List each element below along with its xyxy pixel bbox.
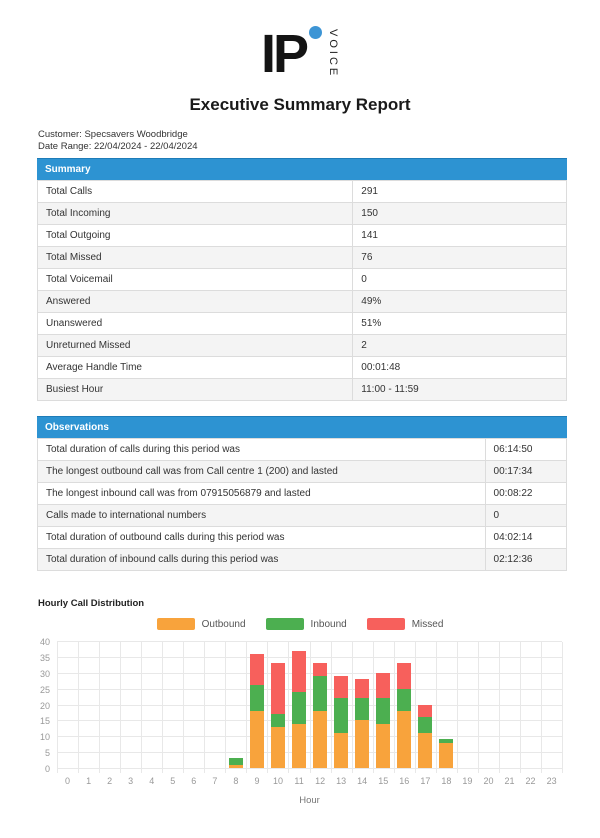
grid-line-v xyxy=(373,642,374,773)
row-value: 141 xyxy=(353,225,567,247)
bar-segment-outbound xyxy=(376,724,390,768)
table-row xyxy=(38,247,567,269)
report-meta xyxy=(38,129,600,152)
bar-segment-outbound xyxy=(397,711,411,768)
observations-table-header: Observations xyxy=(37,416,567,438)
bar-stack xyxy=(355,679,369,768)
table-row xyxy=(38,313,567,335)
bar-segment-outbound xyxy=(229,765,243,768)
row-value: 51% xyxy=(353,313,567,335)
x-axis-tick-label: 23 xyxy=(546,776,557,786)
x-axis-tick-label: 17 xyxy=(420,776,431,786)
legend-swatch xyxy=(367,618,405,630)
grid-line-v xyxy=(183,642,184,773)
row-value: 49% xyxy=(353,291,567,313)
x-axis-tick-label: 16 xyxy=(399,776,410,786)
table-row xyxy=(38,379,567,401)
grid-line-v xyxy=(394,642,395,773)
row-value: 2 xyxy=(353,335,567,357)
bar-segment-inbound xyxy=(271,714,285,727)
y-axis-tick-label: 35 xyxy=(39,652,50,663)
legend-swatch xyxy=(157,618,195,630)
table-row xyxy=(38,357,567,379)
legend-item xyxy=(367,618,444,630)
logo-brand-text: IP xyxy=(260,24,307,84)
row-label: Total Incoming xyxy=(38,203,353,225)
row-value: 11:00 - 11:59 xyxy=(353,379,567,401)
x-axis-tick-label: 9 xyxy=(254,776,260,786)
grid-line-v xyxy=(57,642,58,773)
grid-line-v xyxy=(520,642,521,773)
row-label: Unanswered xyxy=(38,313,353,335)
bar-segment-missed xyxy=(250,654,264,686)
table-row xyxy=(38,181,567,203)
bar-segment-inbound xyxy=(376,698,390,723)
table-row xyxy=(38,203,567,225)
bar-segment-inbound xyxy=(334,698,348,733)
y-axis-tick-label: 40 xyxy=(39,637,50,647)
table-row xyxy=(38,549,567,571)
table-row xyxy=(38,461,567,483)
grid-line-v xyxy=(499,642,500,773)
x-axis-tick-label: 21 xyxy=(504,776,515,786)
grid-line-v xyxy=(457,642,458,773)
bar-segment-outbound xyxy=(439,743,453,768)
logo-vertical-text: VOICE xyxy=(327,29,340,79)
grid-line-v xyxy=(78,642,79,773)
bar-segment-inbound xyxy=(313,676,327,711)
bar-segment-outbound xyxy=(418,733,432,768)
chart-legend xyxy=(0,618,600,630)
row-label: Total duration of calls during this period was xyxy=(38,439,486,461)
bar-segment-outbound xyxy=(355,720,369,768)
row-label: The longest inbound call was from 07915056879 and lasted xyxy=(38,483,486,505)
y-axis-tick-label: 10 xyxy=(39,732,50,743)
grid-line-v xyxy=(204,642,205,773)
row-label: Answered xyxy=(38,291,353,313)
legend-item xyxy=(266,618,347,630)
grid-line-v xyxy=(541,642,542,773)
x-axis-labels xyxy=(57,776,562,786)
customer-line: Customer: Specsavers Woodbridge xyxy=(38,129,188,140)
grid-line-v xyxy=(99,642,100,773)
row-value: 02:12:36 xyxy=(485,549,566,571)
observations-table xyxy=(37,416,567,571)
grid-line-v xyxy=(352,642,353,773)
x-axis-tick-label: 15 xyxy=(378,776,389,786)
logo xyxy=(0,26,600,82)
bar-segment-inbound xyxy=(250,685,264,710)
table-row xyxy=(38,483,567,505)
row-label: Total Voicemail xyxy=(38,269,353,291)
grid-line-v xyxy=(267,642,268,773)
bar-segment-inbound xyxy=(355,698,369,720)
bar-stack xyxy=(334,676,348,768)
row-label: Total duration of outbound calls during this period was xyxy=(38,527,486,549)
x-axis-tick-label: 19 xyxy=(462,776,473,786)
table-row xyxy=(38,291,567,313)
grid-line-v xyxy=(225,642,226,773)
row-value: 04:02:14 xyxy=(485,527,566,549)
y-axis-tick-label: 30 xyxy=(39,668,50,679)
table-row xyxy=(38,269,567,291)
x-axis-tick-label: 8 xyxy=(233,776,239,786)
table-row xyxy=(38,335,567,357)
grid-line-v xyxy=(415,642,416,773)
bar-segment-outbound xyxy=(271,727,285,768)
row-label: Unreturned Missed xyxy=(38,335,353,357)
x-axis-tick-label: 11 xyxy=(294,776,304,786)
bar-segment-missed xyxy=(397,663,411,688)
legend-label: Inbound xyxy=(310,618,347,630)
row-label: Average Handle Time xyxy=(38,357,353,379)
grid-line-v xyxy=(436,642,437,773)
table-row xyxy=(38,527,567,549)
row-value: 291 xyxy=(353,181,567,203)
hourly-call-distribution-chart xyxy=(0,598,600,806)
row-label: Total Missed xyxy=(38,247,353,269)
x-axis-tick-label: 3 xyxy=(128,776,134,786)
bar-segment-missed xyxy=(313,663,327,676)
x-axis-tick-label: 0 xyxy=(65,776,71,786)
grid-line-v xyxy=(562,642,563,773)
x-axis-tick-label: 1 xyxy=(86,776,92,786)
x-axis-tick-label: 13 xyxy=(336,776,347,786)
row-value: 06:14:50 xyxy=(485,439,566,461)
bar-stack xyxy=(397,663,411,768)
x-axis-tick-label: 7 xyxy=(212,776,218,786)
bar-segment-inbound xyxy=(292,692,306,724)
x-axis-title: Hour xyxy=(299,795,320,806)
legend-swatch xyxy=(266,618,304,630)
row-value: 00:17:34 xyxy=(485,461,566,483)
row-label: Calls made to international numbers xyxy=(38,505,486,527)
bar-segment-missed xyxy=(355,679,369,698)
bar-segment-missed xyxy=(334,676,348,698)
legend-label: Missed xyxy=(411,618,444,630)
bar-stack xyxy=(313,663,327,768)
bar-segment-inbound xyxy=(418,717,432,733)
bar-segment-missed xyxy=(376,673,390,698)
bar-segment-missed xyxy=(292,651,306,692)
bar-stack xyxy=(250,654,264,768)
summary-table-header: Summary xyxy=(37,158,567,180)
x-axis-tick-label: 14 xyxy=(357,776,368,786)
grid-line-v xyxy=(310,642,311,773)
legend-item xyxy=(157,618,246,630)
x-axis-tick-label: 22 xyxy=(525,776,536,786)
bar-stack xyxy=(229,758,243,768)
row-value: 00:08:22 xyxy=(485,483,566,505)
bar-stack xyxy=(292,651,306,768)
row-value: 0 xyxy=(485,505,566,527)
chart-plot-area xyxy=(39,637,562,774)
y-axis-tick-label: 20 xyxy=(39,700,50,711)
row-label: Total Calls xyxy=(38,181,353,203)
x-axis-tick-label: 2 xyxy=(107,776,113,786)
grid-line-v xyxy=(120,642,121,773)
summary-table xyxy=(37,158,567,401)
grid-line-v xyxy=(331,642,332,773)
x-axis-tick-label: 10 xyxy=(272,776,283,786)
row-label: Total duration of inbound calls during this period was xyxy=(38,549,486,571)
chart-title: Hourly Call Distribution xyxy=(38,598,145,609)
x-axis-tick-label: 4 xyxy=(149,776,155,786)
bar-stack xyxy=(418,705,432,768)
row-value: 0 xyxy=(353,269,567,291)
grid-line-v xyxy=(162,642,163,773)
bar-segment-outbound xyxy=(334,733,348,768)
x-axis-tick-label: 6 xyxy=(191,776,197,786)
row-label: Total Outgoing xyxy=(38,225,353,247)
page-title: Executive Summary Report xyxy=(189,95,411,114)
date-range-line: Date Range: 22/04/2024 - 22/04/2024 xyxy=(38,140,198,152)
grid-line-v xyxy=(246,642,247,773)
bar-segment-missed xyxy=(418,705,432,718)
logo-dot-icon xyxy=(309,26,322,39)
bar-segment-missed xyxy=(271,663,285,714)
bar-segment-outbound xyxy=(313,711,327,768)
y-axis-tick-label: 5 xyxy=(44,748,50,759)
table-row xyxy=(38,439,567,461)
x-axis-tick-label: 20 xyxy=(483,776,494,786)
row-label: The longest outbound call was from Call centre 1 (200) and lasted xyxy=(38,461,486,483)
bar-segment-outbound xyxy=(292,724,306,768)
y-axis-tick-label: 25 xyxy=(39,684,50,695)
bar-segment-inbound xyxy=(397,689,411,711)
bar-stack xyxy=(271,663,285,768)
y-axis-tick-label: 0 xyxy=(44,764,50,774)
grid-line-v xyxy=(478,642,479,773)
legend-label: Outbound xyxy=(201,618,246,630)
grid-line-v xyxy=(288,642,289,773)
grid-line-v xyxy=(141,642,142,773)
row-value: 76 xyxy=(353,247,567,269)
table-row xyxy=(38,505,567,527)
table-row xyxy=(38,225,567,247)
y-axis-tick-label: 15 xyxy=(39,716,50,727)
bar-stack xyxy=(376,673,390,768)
bar-segment-outbound xyxy=(250,711,264,768)
x-axis-tick-label: 12 xyxy=(315,776,326,786)
row-value: 00:01:48 xyxy=(353,357,567,379)
x-axis-tick-label: 18 xyxy=(441,776,452,786)
bar-stack xyxy=(439,739,453,768)
x-axis-tick-label: 5 xyxy=(170,776,176,786)
row-value: 150 xyxy=(353,203,567,225)
row-label: Busiest Hour xyxy=(38,379,353,401)
